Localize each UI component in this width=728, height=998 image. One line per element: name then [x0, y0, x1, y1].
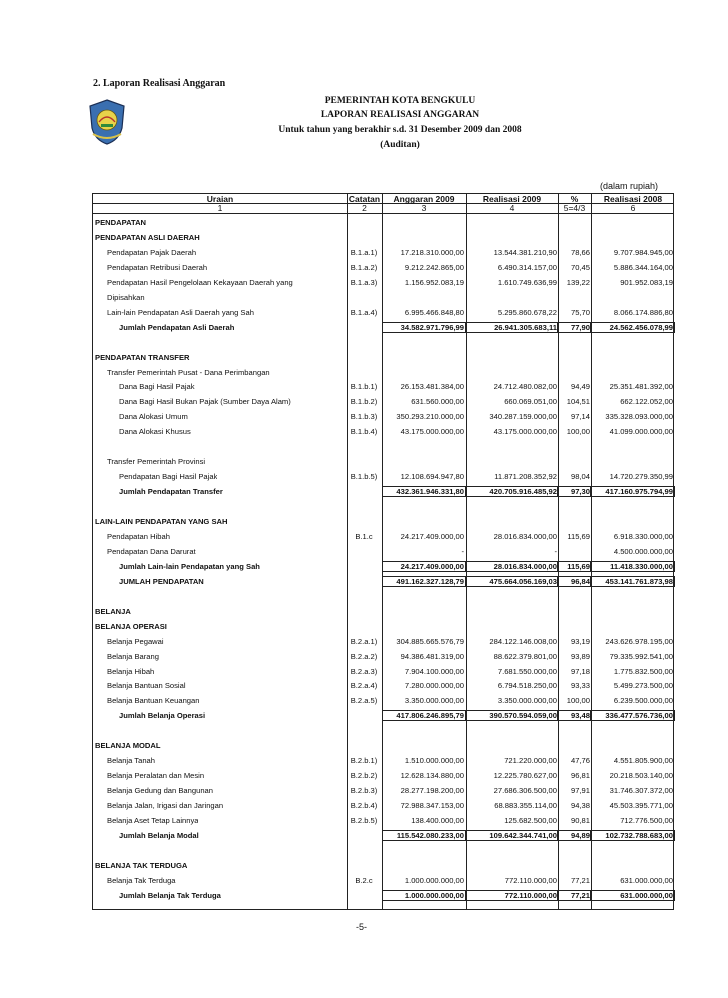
row-label: BELANJA TAK TERDUGA — [95, 860, 188, 870]
row-realization-2008: 4.500.000.000,00 — [613, 546, 673, 556]
row-budget-2009: 1.000.000.000,00 — [404, 890, 464, 900]
row-realization-2008: 712.776.500,00 — [620, 816, 673, 825]
row-label: Belanja Bantuan Keuangan — [107, 696, 200, 706]
row-realization-2008: 11.418.330.000,00 — [610, 561, 673, 571]
row-budget-2009: 34.582.971.796,99 — [400, 322, 464, 332]
row-note-ref: B.1.a.1) — [350, 247, 378, 257]
table-row — [93, 425, 675, 438]
table-row — [93, 784, 675, 797]
row-label: Jumlah Pendapatan Asli Daerah — [119, 322, 235, 332]
subtotal-box — [466, 830, 558, 841]
row-realization-2009: - — [554, 546, 557, 556]
row-budget-2009: 1.000.000.000,00 — [404, 875, 464, 885]
row-note-ref: B.2.a.2) — [350, 651, 378, 661]
row-note-ref: B.2.b.4) — [350, 801, 378, 811]
row-label: Pendapatan Bagi Hasil Pajak — [119, 472, 218, 482]
row-budget-2009: 12.108.694.947,80 — [400, 472, 464, 482]
table-row — [93, 410, 675, 423]
row-percentage: 139,22 — [566, 277, 590, 287]
subtotal-box — [591, 576, 675, 587]
row-label: Belanja Bantuan Sosial — [107, 681, 186, 691]
row-percentage: 77,21 — [570, 890, 590, 900]
row-percentage: 97,91 — [570, 786, 590, 796]
row-percentage: 75,70 — [570, 307, 590, 317]
row-note-ref: B.1.a.4) — [350, 307, 378, 317]
row-label: Belanja Pegawai — [107, 636, 164, 646]
row-budget-2009: 24.217.409.000,00 — [400, 531, 464, 541]
row-label: Jumlah Belanja Operasi — [119, 711, 206, 721]
row-realization-2008: 20.218.503.140,00 — [609, 771, 673, 781]
row-note-ref: B.2.b.5) — [350, 816, 378, 825]
row-note-ref: B.2.b.1) — [350, 756, 378, 766]
row-budget-2009: 24.217.409.000,00 — [400, 561, 464, 571]
table-row — [93, 560, 675, 573]
row-budget-2009: 432.361.946.331,80 — [396, 487, 464, 497]
table-row — [93, 231, 675, 244]
row-realization-2009: 12.225.780.627,00 — [493, 771, 557, 781]
row-label: JUMLAH PENDAPATAN — [119, 576, 204, 586]
row-note-ref: B.2.a.5) — [350, 696, 378, 706]
row-realization-2008: 5.886.344.164,00 — [613, 262, 673, 272]
subtotal-box — [466, 322, 558, 333]
subtotal-box — [466, 486, 558, 497]
row-percentage: 47,76 — [570, 756, 590, 766]
col-number: 2 — [362, 203, 367, 213]
row-budget-2009: - — [461, 546, 464, 556]
row-realization-2008: 453.141.761.873,98 — [605, 576, 673, 586]
row-percentage: 115,69 — [567, 531, 590, 541]
col-header-realisasi: Realisasi 2009 — [482, 194, 542, 204]
table-row — [93, 470, 675, 483]
row-percentage: 93,89 — [570, 651, 590, 661]
row-realization-2009: 88.622.379.801,00 — [493, 651, 557, 661]
row-percentage: 96,84 — [570, 576, 590, 586]
subtotal-box — [591, 830, 675, 841]
row-percentage: 94,49 — [570, 382, 590, 392]
row-realization-2009: 27.686.306.500,00 — [493, 786, 557, 796]
subtotal-box — [558, 322, 591, 333]
subtotal-box — [382, 830, 466, 841]
row-realization-2009: 721.220.000,00 — [504, 756, 557, 766]
row-budget-2009: 12.628.134.880,00 — [400, 771, 464, 781]
table-row — [93, 694, 675, 707]
row-budget-2009: 6.995.466.848,80 — [404, 307, 464, 317]
row-note-ref: B.2.a.4) — [350, 681, 378, 691]
row-budget-2009: 17.218.310.000,00 — [400, 247, 464, 257]
table-row — [93, 635, 675, 648]
row-realization-2008: 79.335.992.541,00 — [609, 651, 673, 661]
row-realization-2008: 31.746.307.372,00 — [609, 786, 673, 796]
row-realization-2008: 6.239.500.000,00 — [613, 696, 673, 706]
row-label: Belanja Aset Tetap Lainnya — [107, 816, 199, 825]
table-row — [93, 500, 675, 513]
row-budget-2009: 28.277.198.200,00 — [400, 786, 464, 796]
table-row — [93, 246, 675, 259]
row-note-ref: B.1.b.1) — [350, 382, 378, 392]
row-realization-2009: 1.610.749.636,99 — [497, 277, 557, 287]
table-row — [93, 844, 675, 857]
col-header-anggaran: Anggaran 2009 — [393, 194, 455, 204]
section-title: 2. Laporan Realisasi Anggaran — [93, 78, 226, 89]
row-realization-2008: 102.732.788.683,00 — [605, 830, 673, 840]
row-note-ref: B.2.a.1) — [350, 636, 378, 646]
row-percentage: 77,90 — [570, 322, 590, 332]
row-realization-2009: 660.069.051,00 — [504, 397, 557, 407]
row-percentage: 104,51 — [566, 397, 590, 407]
row-label: Dana Alokasi Khusus — [119, 427, 191, 437]
subtotal-box — [558, 710, 591, 721]
row-label: Pendapatan Hasil Pengelolaan Kekayaan Daerah yang — [107, 277, 293, 287]
row-realization-2009: 7.681.550.000,00 — [497, 666, 557, 676]
col-number: 6 — [630, 203, 636, 213]
row-note-ref: B.2.a.3) — [350, 666, 378, 676]
row-note-ref: B.2.b.2) — [350, 771, 378, 781]
row-budget-2009: 304.885.665.576,79 — [396, 636, 464, 646]
row-realization-2009: 420.705.916.485,92 — [489, 487, 557, 497]
subtotal-box — [558, 890, 591, 901]
row-realization-2009: 13.544.381.210,90 — [493, 247, 557, 257]
table-row — [93, 380, 675, 393]
table-row — [93, 366, 675, 379]
row-budget-2009: 491.162.327.128,79 — [396, 576, 464, 586]
row-budget-2009: 26.153.481.384,00 — [400, 382, 464, 392]
row-label: Belanja Peralatan dan Mesin — [107, 771, 205, 781]
row-label: Pendapatan Hibah — [107, 531, 170, 541]
table-row — [93, 814, 675, 827]
row-percentage: 93,48 — [570, 711, 590, 721]
row-realization-2009: 475.664.056.169,03 — [489, 576, 557, 586]
table-row — [93, 395, 675, 408]
row-label: BELANJA — [95, 606, 131, 616]
row-realization-2008: 901.952.083,19 — [620, 277, 673, 287]
row-label: PENDAPATAN — [95, 218, 147, 227]
col-number: 5=4/3 — [563, 203, 586, 213]
row-budget-2009: 1.510.000.000,00 — [404, 756, 464, 766]
subtotal-box — [591, 561, 675, 572]
row-budget-2009: 631.560.000,00 — [411, 397, 464, 407]
row-percentage: 115,69 — [567, 561, 590, 571]
subtotal-box — [466, 576, 558, 587]
row-percentage: 93,19 — [570, 636, 590, 646]
col-header-catatan: Catatan — [348, 194, 381, 204]
subtotal-box — [382, 890, 466, 901]
row-realization-2008: 631.000.000,00 — [620, 875, 673, 885]
row-budget-2009: 7.904.100.000,00 — [404, 666, 464, 676]
row-realization-2008: 24.562.456.078,99 — [609, 322, 673, 332]
row-budget-2009: 43.175.000.000,00 — [400, 427, 464, 437]
subtotal-box — [382, 486, 466, 497]
row-percentage: 77,21 — [570, 875, 590, 885]
table-row — [93, 216, 675, 229]
row-label: Pendapatan Dana Darurat — [107, 546, 196, 556]
row-label: Pendapatan Retribusi Daerah — [107, 262, 208, 272]
table-row — [93, 515, 675, 528]
row-realization-2008: 5.499.273.500,00 — [613, 681, 673, 691]
row-realization-2009: 5.295.860.678,22 — [497, 307, 557, 317]
row-budget-2009: 138.400.000,00 — [411, 816, 464, 825]
row-realization-2008: 4.551.805.900,00 — [613, 756, 673, 766]
row-label: Dana Bagi Hasil Pajak — [119, 382, 195, 392]
row-realization-2008: 6.918.330.000,00 — [613, 531, 673, 541]
subtotal-box — [382, 322, 466, 333]
city-emblem-icon — [87, 98, 127, 146]
row-budget-2009: 350.293.210.000,00 — [396, 412, 464, 422]
row-realization-2008: 417.160.975.794,99 — [605, 487, 673, 497]
row-label: Jumlah Lain-lain Pendapatan yang Sah — [119, 561, 260, 571]
table-row — [93, 276, 675, 289]
row-label: Pendapatan Pajak Daerah — [107, 247, 197, 257]
table-row — [93, 709, 675, 722]
row-realization-2009: 28.016.834.000,00 — [493, 531, 557, 541]
row-label: Belanja Tanah — [107, 756, 155, 766]
row-note-ref: B.1.b.4) — [350, 427, 378, 437]
row-budget-2009: 72.988.347.153,00 — [400, 801, 464, 811]
subtotal-box — [466, 890, 558, 901]
row-realization-2009: 6.794.518.250,00 — [497, 681, 557, 691]
row-realization-2008: 9.707.984.945,00 — [613, 247, 673, 257]
row-label: Dipisahkan — [107, 292, 145, 302]
row-realization-2009: 6.490.314.157,00 — [497, 262, 557, 272]
row-realization-2008: 45.503.395.771,00 — [609, 801, 673, 811]
row-realization-2008: 243.626.978.195,00 — [605, 636, 673, 646]
subtotal-box — [466, 710, 558, 721]
row-percentage: 90,81 — [570, 816, 590, 825]
page-number: -5- — [356, 922, 367, 932]
row-note-ref: B.2.c — [355, 875, 373, 885]
table-row — [93, 769, 675, 782]
table-row — [93, 306, 675, 319]
table-row — [93, 440, 675, 453]
subtotal-box — [558, 830, 591, 841]
row-label: Jumlah Belanja Modal — [119, 830, 199, 840]
row-percentage: 94,89 — [570, 830, 590, 840]
row-realization-2008: 336.477.576.736,00 — [605, 711, 673, 721]
row-label: Belanja Hibah — [107, 666, 155, 676]
row-label: PENDAPATAN TRANSFER — [95, 352, 190, 362]
row-realization-2008: 14.720.279.350,99 — [609, 472, 673, 482]
row-realization-2009: 772.110.000,00 — [504, 890, 557, 900]
row-percentage: 96,81 — [570, 771, 590, 781]
header-report-title: LAPORAN REALISASI ANGGARAN — [320, 110, 480, 120]
table-row — [93, 859, 675, 872]
row-label: Jumlah Pendapatan Transfer — [119, 487, 223, 497]
row-label: BELANJA OPERASI — [95, 621, 167, 631]
row-realization-2009: 24.712.480.082,00 — [493, 382, 557, 392]
row-label: Belanja Tak Terduga — [107, 875, 176, 885]
row-label: Transfer Pemerintah Provinsi — [107, 457, 206, 467]
row-realization-2009: 772.110.000,00 — [504, 875, 557, 885]
row-realization-2008: 1.775.832.500,00 — [613, 666, 673, 676]
row-label: Belanja Barang — [107, 651, 159, 661]
row-note-ref: B.1.a.2) — [350, 262, 378, 272]
row-label: Jumlah Belanja Tak Terduga — [119, 890, 221, 900]
row-note-ref: B.2.b.3) — [350, 786, 378, 796]
row-percentage: 78,66 — [570, 247, 590, 257]
row-label: Transfer Pemerintah Pusat - Dana Perimbangan — [107, 367, 270, 377]
table-row — [93, 650, 675, 663]
header-divider — [93, 213, 673, 214]
row-budget-2009: 9.212.242.865,00 — [404, 262, 464, 272]
row-realization-2009: 125.682.500,00 — [504, 816, 557, 825]
table-row — [93, 261, 675, 274]
table-row — [93, 889, 675, 902]
row-percentage: 93,33 — [570, 681, 590, 691]
row-percentage: 97,30 — [570, 487, 590, 497]
row-label: Belanja Jalan, Irigasi dan Jaringan — [107, 801, 224, 811]
row-percentage: 97,14 — [570, 412, 590, 422]
row-percentage: 94,38 — [570, 801, 590, 811]
subtotal-box — [382, 576, 466, 587]
row-realization-2009: 3.350.000.000,00 — [497, 696, 557, 706]
col-number: 1 — [217, 203, 223, 213]
table-row — [93, 575, 675, 588]
table-row — [93, 336, 675, 349]
subtotal-box — [382, 561, 466, 572]
table-row — [93, 321, 675, 334]
row-percentage: 70,45 — [570, 262, 590, 272]
row-realization-2008: 25.351.481.392,00 — [609, 382, 673, 392]
table-row — [93, 455, 675, 468]
col-header-uraian: Uraian — [206, 194, 234, 204]
header-audited: (Auditan) — [380, 140, 420, 150]
col-header-pct: % — [570, 194, 579, 204]
table-row — [93, 799, 675, 812]
table-row — [93, 590, 675, 603]
col-header-realisasi-prev: Realisasi 2008 — [603, 194, 663, 204]
row-budget-2009: 7.280.000.000,00 — [404, 681, 464, 691]
row-realization-2008: 41.099.000.000,00 — [609, 427, 673, 437]
table-row — [93, 665, 675, 678]
row-label: BELANJA MODAL — [95, 741, 161, 751]
row-budget-2009: 1.156.952.083,19 — [404, 277, 464, 287]
subtotal-box — [591, 322, 675, 333]
row-note-ref: B.1.a.3) — [350, 277, 378, 287]
row-budget-2009: 3.350.000.000,00 — [404, 696, 464, 706]
row-budget-2009: 94.386.481.319,00 — [400, 651, 464, 661]
table-row — [93, 620, 675, 633]
row-realization-2009: 340.287.159.000,00 — [489, 412, 557, 422]
subtotal-box — [591, 890, 675, 901]
col-number: 3 — [421, 203, 427, 213]
row-realization-2009: 390.570.594.059,00 — [489, 711, 557, 721]
row-note-ref: B.1.b.5) — [350, 472, 378, 482]
row-note-ref: B.1.c — [355, 531, 373, 541]
row-label: Belanja Gedung dan Bangunan — [107, 786, 213, 796]
row-realization-2009: 43.175.000.000,00 — [493, 427, 557, 437]
row-budget-2009: 115.542.080.233,00 — [396, 830, 464, 840]
table-row — [93, 605, 675, 618]
table-row — [93, 679, 675, 692]
row-percentage: 97,18 — [570, 666, 590, 676]
table-row — [93, 351, 675, 364]
col-number: 4 — [509, 203, 515, 213]
table-row — [93, 739, 675, 752]
row-label: Lain-lain Pendapatan Asli Daerah yang Sah — [107, 307, 254, 317]
row-realization-2009: 11.871.208.352,92 — [494, 472, 557, 482]
row-percentage: 100,00 — [566, 696, 590, 706]
row-label: Dana Alokasi Umum — [119, 412, 188, 422]
row-label: Dana Bagi Hasil Bukan Pajak (Sumber Daya Alam) — [119, 397, 291, 407]
table-row — [93, 291, 675, 304]
table-row — [93, 530, 675, 543]
row-realization-2009: 68.883.355.114,00 — [494, 801, 557, 811]
row-realization-2009: 28.016.834.000,00 — [493, 561, 557, 571]
unit-note: (dalam rupiah) — [600, 181, 659, 191]
subtotal-box — [558, 576, 591, 587]
row-percentage: 100,00 — [566, 427, 590, 437]
subtotal-box — [382, 710, 466, 721]
row-realization-2008: 8.066.174.886,80 — [613, 307, 673, 317]
row-note-ref: B.1.b.2) — [350, 397, 378, 407]
row-realization-2008: 335.328.093.000,00 — [605, 412, 673, 422]
table-row — [93, 485, 675, 498]
row-realization-2008: 631.000.000,00 — [620, 890, 673, 900]
subtotal-box — [591, 486, 675, 497]
table-row — [93, 754, 675, 767]
subtotal-box — [466, 561, 558, 572]
header-period: Untuk tahun yang berakhir s.d. 31 Desember 2009 dan 2008 — [278, 125, 522, 135]
row-realization-2008: 662.122.052,00 — [620, 397, 673, 407]
budget-table — [92, 193, 674, 910]
table-row — [93, 874, 675, 887]
row-label: PENDAPATAN ASLI DAERAH — [95, 232, 200, 242]
table-row — [93, 545, 675, 558]
row-label: LAIN-LAIN PENDAPATAN YANG SAH — [95, 517, 228, 526]
table-row — [93, 829, 675, 842]
row-budget-2009: 417.806.246.895,79 — [396, 711, 464, 721]
header-government: PEMERINTAH KOTA BENGKULU — [324, 96, 476, 106]
row-realization-2009: 26.941.305.683,11 — [494, 322, 557, 332]
subtotal-box — [558, 486, 591, 497]
row-percentage: 98,04 — [570, 472, 590, 482]
subtotal-box — [558, 561, 591, 572]
subtotal-box — [591, 710, 675, 721]
row-realization-2009: 284.122.146.008,00 — [489, 636, 557, 646]
row-realization-2009: 109.642.344.741,00 — [489, 830, 557, 840]
table-row — [93, 724, 675, 737]
row-note-ref: B.1.b.3) — [350, 412, 378, 422]
